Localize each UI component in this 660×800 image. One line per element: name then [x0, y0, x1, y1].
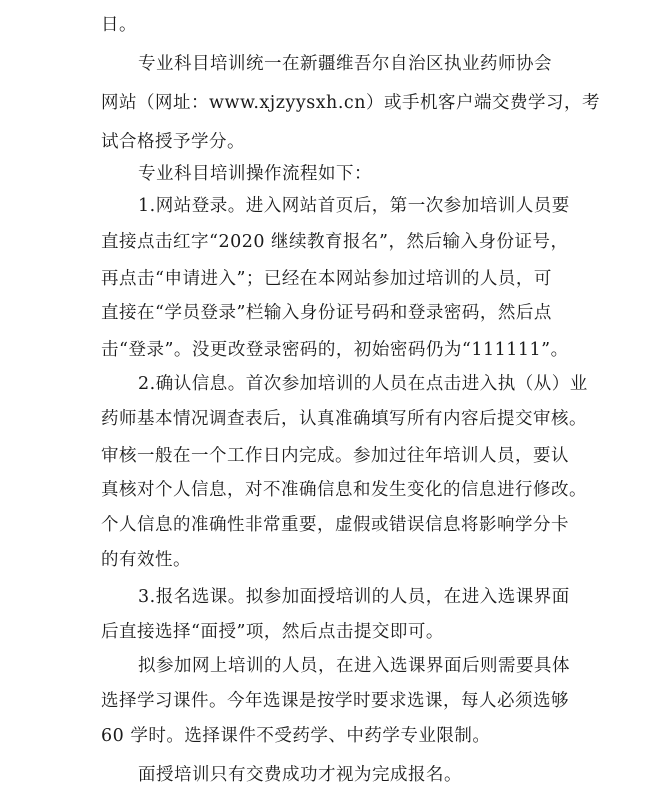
text-line: 拟参加网上培训的人员，在进入选课界面后则需要具体	[138, 656, 570, 676]
text-line: 选择学习课件。今年选课是按学时要求选课，每人必须选够	[101, 691, 569, 711]
text-line: 个人信息的准确性非常重要，虚假或错误信息将影响学分卡	[101, 515, 569, 535]
text-line: 专业科目培训操作流程如下：	[138, 164, 372, 184]
text-line: 3.报名选课。拟参加面授培训的人员，在进入选课界面	[138, 587, 570, 607]
text-line: 试合格授予学分。	[101, 132, 245, 152]
text-line: 直接点击红字“2020 继续教育报名”，然后输入身份证号，	[101, 232, 569, 252]
text-line: 1.网站登录。进入网站首页后，第一次参加培训人员要	[138, 196, 570, 216]
text-line: 专业科目培训统一在新疆维吾尔自治区执业药师协会	[138, 54, 552, 74]
text-line: 药师基本情况调查表后，认真准确填写所有内容后提交审核。	[101, 409, 587, 429]
text-line: 2.确认信息。首次参加培训的人员在点击进入执（从）业	[138, 374, 588, 394]
text-line: 后直接选择“面授”项，然后点击提交即可。	[101, 622, 444, 642]
text-line: 真核对个人信息，对不准确信息和发生变化的信息进行修改。	[101, 480, 587, 500]
text-line: 击“登录”。没更改登录密码的，初始密码仍为“111111”。	[101, 340, 569, 360]
text-line: 网站（网址：www.xjzyysxh.cn）或手机客户端交费学习，考	[101, 93, 600, 113]
text-line: 再点击“申请进入”；已经在本网站参加过培训的人员，可	[101, 269, 552, 289]
text-line: 审核一般在一个工作日内完成。参加过往年培训人员，要认	[101, 446, 569, 466]
text-line: 直接在“学员登录”栏输入身份证号码和登录密码，然后点	[101, 303, 552, 323]
text-line: 的有效性。	[101, 550, 191, 570]
text-line: 60 学时。选择课件不受药学、中药学专业限制。	[101, 726, 491, 746]
text-line: 面授培训只有交费成功才视为完成报名。	[138, 765, 462, 785]
text-line: 日。	[101, 15, 137, 35]
